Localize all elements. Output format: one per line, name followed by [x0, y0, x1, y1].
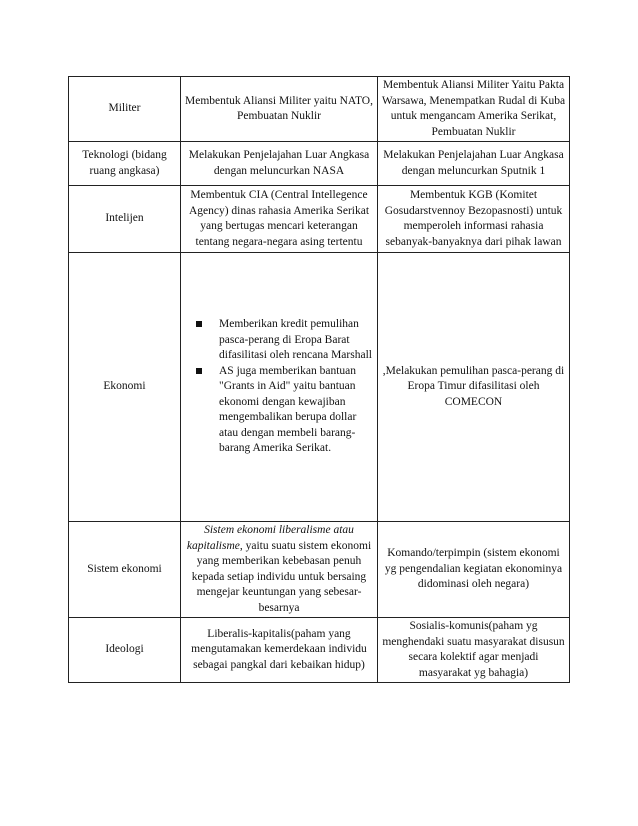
west-cell-sistem-ekonomi — [181, 522, 378, 618]
west-cell-intelijen — [181, 186, 378, 253]
comparison-table — [68, 76, 570, 683]
square-bullet-icon — [196, 321, 202, 327]
west-italic-text: Sistem ekonomi liberalisme atau kapitalisme — [186, 524, 354, 552]
table-row-ideologi — [69, 618, 570, 683]
east-cell-teknologi — [378, 142, 570, 186]
east-text: ,Melakukan pemulihan pasca-perang di Eropa Timur difasilitasi oleh COMECON — [382, 364, 565, 408]
east-cell-sistem-ekonomi — [378, 522, 570, 618]
east-text: Membentuk KGB (Komitet Gosudarstvennoy Bezopasnosti) untuk memperoleh informasi rahasia sebanyak-banyaknya dari pihak lawan — [384, 189, 563, 248]
east-cell-ekonomi — [378, 253, 570, 522]
bullet-text: Memberikan kredit pemulihan pasca-perang di Eropa Barat difasilitasi oleh rencana Marshall — [219, 318, 372, 362]
west-cell-ideologi — [181, 618, 378, 683]
row-label-text: Teknologi (bidang ruang angkasa) — [82, 149, 167, 177]
west-text: Membentuk CIA (Central Intellegence Agency) dinas rahasia Amerika Serikat yang bertugas mencari keterangan tentang negara-negara asing tertentu — [188, 189, 370, 248]
list-item — [196, 317, 374, 364]
square-bullet-icon — [196, 368, 202, 374]
bullet-text: AS juga memberikan bantuan "Grants in Aid" yaitu bantuan ekonomi dengan kewajiban mengembalikan berupa dollar atau dengan membeli barang-barang Amerika Serikat. — [219, 364, 357, 455]
west-text: Melakukan Penjelajahan Luar Angkasa dengan meluncurkan NASA — [188, 149, 370, 177]
row-label-ekonomi — [69, 253, 181, 522]
row-label-teknologi — [69, 142, 181, 186]
west-cell-ekonomi — [181, 253, 378, 522]
table-row-teknologi — [69, 142, 570, 186]
row-label-sistem-ekonomi — [69, 522, 181, 618]
row-label-text: Intelijen — [105, 212, 144, 225]
east-text: Membentuk Aliansi Militer Yaitu Pakta Warsawa, Menempatkan Rudal di Kuba untuk mengancam Amerika Serikat, Pembuatan Nuklir — [381, 79, 566, 138]
west-text: Membentuk Aliansi Militer yaitu NATO, Pembuatan Nuklir — [185, 94, 373, 122]
east-cell-ideologi — [378, 618, 570, 683]
west-text: Liberalis-kapitalis(paham yang mengutamakan kemerdekaan individu sebagai pangkal dari kebaikan hidup) — [191, 627, 367, 671]
bullet-list — [184, 317, 374, 457]
west-text: , yaitu suatu sistem ekonomi yang memberikan kebebasan penuh kepada setiap individu untuk bersaing mengejar keuntungan yang sebesar-besarnya — [191, 539, 372, 614]
west-cell-teknologi — [181, 142, 378, 186]
row-label-militer — [69, 77, 181, 142]
east-text: Melakukan Penjelajahan Luar Angkasa dengan meluncurkan Sputnik 1 — [383, 149, 564, 177]
row-label-text: Militer — [108, 102, 141, 115]
table-row-ekonomi — [69, 253, 570, 522]
west-cell-militer — [181, 77, 378, 142]
east-text: Komando/terpimpin (sistem ekonomi yg pengendalian kegiatan ekonominya didominasi oleh negara) — [384, 547, 563, 591]
row-label-ideologi — [69, 618, 181, 683]
row-label-text: Sistem ekonomi — [87, 562, 162, 575]
east-cell-intelijen — [378, 186, 570, 253]
row-label-text: Ideologi — [105, 643, 144, 656]
list-item — [196, 364, 374, 457]
west-text-wrap — [184, 523, 374, 616]
table-row-militer — [69, 77, 570, 142]
row-label-intelijen — [69, 186, 181, 253]
table-row-sistem-ekonomi — [69, 522, 570, 618]
row-label-text: Ekonomi — [103, 380, 146, 393]
table-row-intelijen — [69, 186, 570, 253]
east-cell-militer — [378, 77, 570, 142]
east-text: Sosialis-komunis(paham yg menghendaki suatu masyarakat disusun secara kolektif agar menjadi masyarakat yg bahagia) — [382, 620, 565, 679]
